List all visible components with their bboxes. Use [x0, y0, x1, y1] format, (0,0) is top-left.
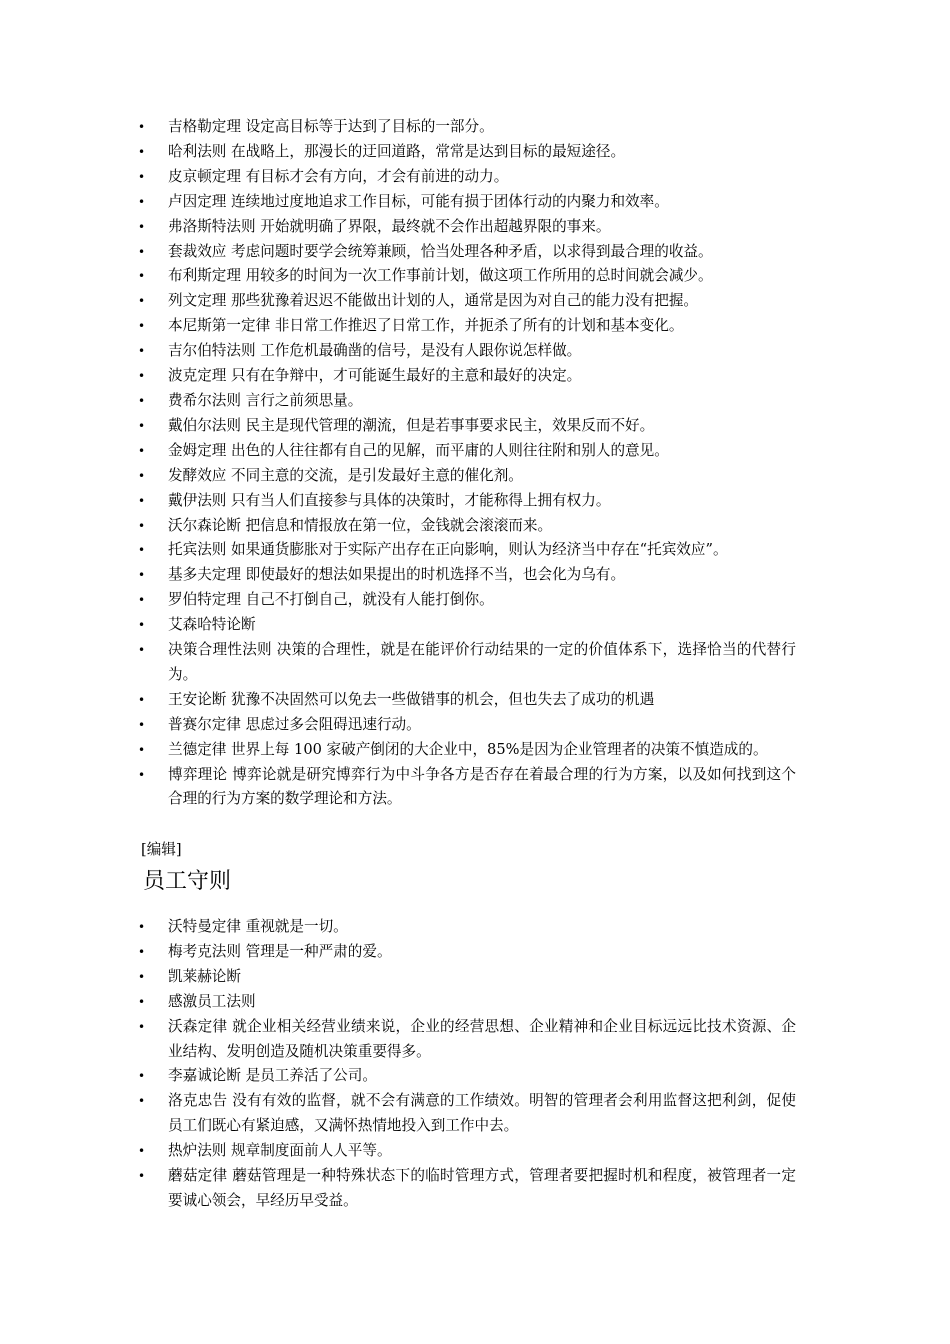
- list-item: [136, 738, 796, 763]
- bullet-icon: •: [138, 643, 146, 658]
- list-item-text: 金姆定理 出色的人往往都有自己的见解，而平庸的人则往往附和别人的意见。: [168, 441, 669, 459]
- list-item: [136, 965, 796, 990]
- bullet-icon: •: [138, 1169, 146, 1184]
- management-laws-list: [136, 115, 796, 812]
- bullet-icon: •: [138, 593, 146, 608]
- bullet-icon: •: [138, 1069, 146, 1084]
- list-item-text: 费希尔法则 言行之前须思量。: [168, 391, 363, 409]
- list-item-text: 戴伊法则 只有当人们直接参与具体的决策时，才能称得上拥有权力。: [168, 491, 611, 509]
- list-item: [136, 264, 796, 289]
- bullet-icon: •: [138, 969, 146, 984]
- list-item: [136, 713, 796, 738]
- edit-link[interactable]: [编辑]: [141, 841, 182, 858]
- list-item-text: 套裁效应 考虑问题时要学会统筹兼顾，恰当处理各种矛盾，以求得到最合理的收益。: [168, 242, 713, 260]
- list-item: [136, 240, 796, 265]
- list-item-text: 博弈理论 博弈论就是研究博弈行为中斗争各方是否存在着最合理的行为方案，以及如何找到这个合理的行为方案的数学理论和方法。: [168, 765, 796, 808]
- list-item-text: 卢因定理 连续地过度地追求工作目标，可能有损于团体行动的内聚力和效率。: [168, 192, 669, 210]
- bullet-icon: •: [138, 294, 146, 309]
- bullet-icon: •: [138, 344, 146, 359]
- list-item: [136, 588, 796, 613]
- list-item-text: 沃尔森论断 把信息和情报放在第一位，金钱就会滚滚而来。: [168, 516, 553, 534]
- list-item: [136, 414, 796, 439]
- bullet-icon: •: [138, 244, 146, 259]
- list-item: [136, 613, 796, 638]
- bullet-icon: •: [138, 120, 146, 134]
- list-item: [136, 140, 796, 165]
- list-item: [136, 439, 796, 464]
- list-item-text: 沃特曼定律 重视就是一切。: [168, 918, 348, 935]
- bullet-icon: •: [138, 568, 146, 583]
- list-item: [136, 389, 796, 414]
- list-item: [136, 688, 796, 713]
- list-item-text: 决策合理性法则 决策的合理性，就是在能评价行动结果的一定的价值体系下，选择恰当的代替行为。: [168, 641, 796, 683]
- list-item-text: 梅考克法则 管理是一种严肃的爱。: [168, 942, 392, 960]
- bullet-icon: •: [138, 543, 146, 558]
- bullet-icon: •: [138, 717, 146, 732]
- list-item-text: 发酵效应 不同主意的交流，是引发最好主意的催化剂。: [168, 466, 523, 484]
- list-item-text: 沃森定律 就企业相关经营业绩来说，企业的经营思想、企业精神和企业目标远远比技术资源、企业结构、发明创造及随机决策重要得多。: [168, 1017, 796, 1060]
- bullet-icon: •: [138, 269, 146, 284]
- list-item: [136, 165, 796, 190]
- list-item-text: 罗伯特定理 自己不打倒自己，就没有人能打倒你。: [168, 591, 494, 609]
- list-item-text: 布利斯定理 用较多的时间为一次工作事前计划，做这项工作所用的总时间就会减少。: [168, 267, 713, 285]
- bullet-icon: •: [138, 219, 146, 234]
- list-item: [136, 464, 796, 489]
- list-item: [136, 115, 796, 140]
- bullet-icon: •: [138, 393, 146, 408]
- list-item: [136, 563, 796, 588]
- bullet-icon: •: [138, 742, 146, 757]
- list-item-text: 感激员工法则: [168, 992, 256, 1010]
- bullet-icon: •: [138, 194, 146, 209]
- bullet-icon: •: [138, 618, 146, 633]
- list-item-text: 王安论断 犹豫不决固然可以免去一些做错事的机会，但也失去了成功的机遇: [168, 690, 655, 708]
- bullet-icon: •: [138, 692, 146, 707]
- list-item: [136, 940, 796, 965]
- list-item: [136, 1064, 796, 1089]
- list-item-text: 托宾法则 如果通货膨胀对于实际产出存在正向影响，则认为经济当中存在“托宾效应”。: [168, 541, 728, 559]
- list-item: [136, 990, 796, 1015]
- bullet-icon: •: [138, 369, 146, 384]
- list-item-text: 基多夫定理 即使最好的想法如果提出的时机选择不当，也会化为乌有。: [168, 566, 626, 584]
- list-item-text: 列文定理 那些犹豫着迟迟不能做出计划的人，通常是因为对自己的能力没有把握。: [168, 292, 699, 310]
- list-item: [136, 1139, 796, 1164]
- list-item-text: 哈利法则 在战略上，那漫长的迂回道路，常常是达到目标的最短途径。: [168, 142, 626, 160]
- list-item-text: 吉格勒定理 设定高目标等于达到了目标的一部分。: [168, 118, 494, 135]
- list-item-text: 皮京顿定理 有目标才会有方向，才会有前进的动力。: [168, 167, 509, 185]
- list-item-text: 艾森哈特论断: [168, 616, 256, 634]
- list-item-text: 波克定理 只有在争辩中，才可能诞生最好的主意和最好的决定。: [168, 367, 582, 385]
- list-item: [136, 915, 796, 940]
- bullet-icon: •: [138, 1144, 146, 1159]
- list-item: [136, 1089, 796, 1139]
- bullet-icon: •: [138, 144, 146, 159]
- list-item-text: 凯莱赫论断: [168, 967, 241, 985]
- list-item-text: 弗洛斯特法则 开始就明确了界限，最终就不会作出超越界限的事来。: [168, 217, 611, 235]
- list-item: [136, 514, 796, 539]
- list-item: [136, 190, 796, 215]
- list-item: [136, 289, 796, 314]
- bullet-icon: •: [138, 518, 146, 533]
- list-item-text: 本尼斯第一定律 非日常工作推迟了日常工作，并扼杀了所有的计划和基本变化。: [168, 317, 684, 335]
- list-item: [136, 339, 796, 364]
- list-item: [136, 314, 796, 339]
- bullet-icon: •: [138, 1019, 146, 1034]
- bullet-icon: •: [138, 443, 146, 458]
- employee-rules-list: [136, 915, 796, 1214]
- list-item-text: 蘑菇定律 蘑菇管理是一种特殊状态下的临时管理方式，管理者要把握时机和程度，被管理者一定要诚心领会，早经历早受益。: [168, 1167, 796, 1209]
- list-item-text: 李嘉诚论断 是员工养活了公司。: [168, 1067, 377, 1085]
- list-item: [136, 538, 796, 563]
- list-item: [136, 489, 796, 514]
- bullet-icon: •: [138, 767, 146, 782]
- list-item: [136, 638, 796, 688]
- list-item-text: 兰德定律 世界上每 100 家破产倒闭的大企业中，85%是因为企业管理者的决策不慎造成的。: [168, 740, 768, 758]
- section-heading-employee-rules: 员工守则: [143, 869, 232, 894]
- bullet-icon: •: [138, 493, 146, 508]
- bullet-icon: •: [138, 920, 146, 934]
- list-item: [136, 1015, 796, 1065]
- bullet-icon: •: [138, 319, 146, 334]
- bullet-icon: •: [138, 169, 146, 184]
- list-item-text: 吉尔伯特法则 工作危机最确凿的信号，是没有人跟你说怎样做。: [168, 342, 582, 360]
- bullet-icon: •: [138, 418, 146, 433]
- list-item: [136, 364, 796, 389]
- list-item: [136, 1164, 796, 1214]
- list-item: [136, 763, 796, 813]
- list-item-text: 普赛尔定律 思虑过多会阻碍迅速行动。: [168, 715, 421, 733]
- bullet-icon: •: [138, 1094, 146, 1109]
- list-item-text: 戴伯尔法则 民主是现代管理的潮流，但是若事事要求民主，效果反而不好。: [168, 416, 655, 434]
- list-item-text: 洛克忠告 没有有效的监督，就不会有满意的工作绩效。明智的管理者会利用监督这把利剑，促使员工们既心有紧迫感，又满怀热情地投入到工作中去。: [168, 1092, 796, 1135]
- bullet-icon: •: [138, 994, 146, 1009]
- list-item: [136, 215, 796, 240]
- bullet-icon: •: [138, 944, 146, 959]
- bullet-icon: •: [138, 468, 146, 483]
- list-item-text: 热炉法则 规章制度面前人人平等。: [168, 1142, 392, 1160]
